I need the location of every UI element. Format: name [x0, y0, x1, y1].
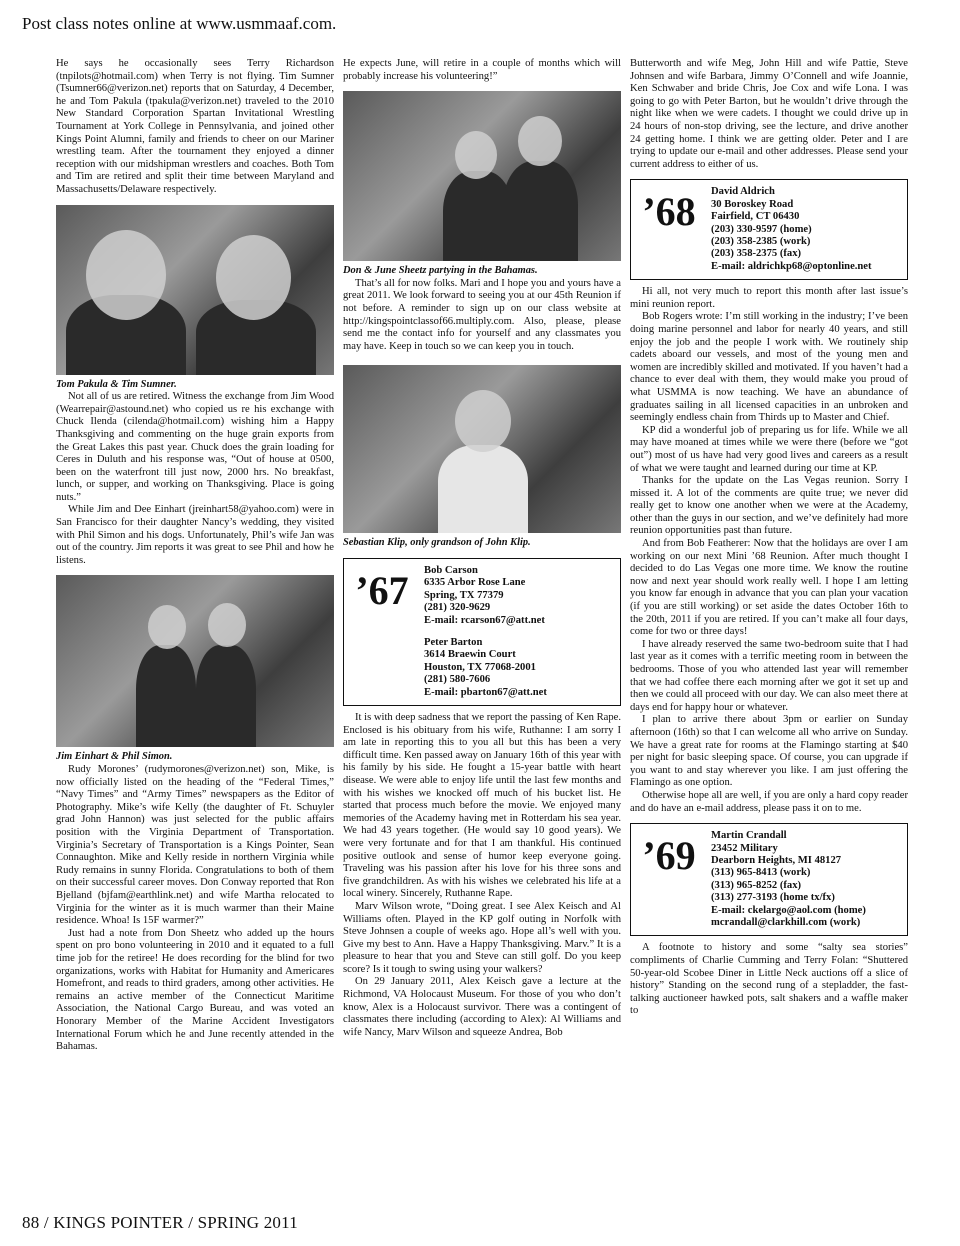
paragraph: Just had a note from Don Sheetz who added up the hours spent on pro bono volunteering in 2010 and it equated to a full time job for the retiree! He does recording for the blind for two organizations, works with Habitat for Humanity and Americares Homefront, and reads to third graders, among other activities. He remains an active member of the Connecticut Maritime Association, the National Cargo Bureau, and was voted an Honorary Member of the Marine Accident Investigators International Forum which he and June recently attended in the Bahamas.: [56, 927, 334, 1053]
paragraph: Bob Rogers wrote: I’m still working in the industry; I’ve been doing marine personnel and labor for nearly 40 years, and still enjoy the job and the people I work with. We routinely ship cadets aboard our vessels, and most of the young men and women are incredibly skilled and motivated. If you haven’t had a chance to ever deal with them, they would make you proud of what USMMA is now teaching. We have an abundance of graduates sailing in all licensed capacities in an unbroken and seemingly endless chain from Thirds up to Master and Chief.: [630, 311, 908, 424]
contact-line: E-mail: ckelargo@aol.com (home): [711, 904, 866, 916]
class-year: ’68: [642, 189, 696, 235]
contact-line: E-mail: pbarton67@att.net: [424, 686, 547, 698]
photo-caption: Don & June Sheetz partying in the Bahamas.: [343, 265, 538, 277]
contact-line: (313) 965-8252 (fax): [711, 879, 802, 891]
contact-line: David Aldrich: [711, 186, 775, 198]
contact-line: (203) 358-2375 (fax): [711, 248, 802, 260]
photo-sheetz: [343, 91, 621, 261]
contact-line: (313) 965-8413 (work): [711, 867, 811, 879]
paragraph: Rudy Morones’ (rudymorones@verizon.net) son, Mike, is now officially listed on the heading of the “Federal Times,” “Navy Times” and “Army Times” newspapers as the Editor of Photography. Mike’s wife Kelly (the daughter of Ft. Schuyler grad John Hannon) was just selected for the public affairs position with the Virginia Department of Transportation. Virginia’s Secretary of Transportation is a Kings Pointer, Sean Connaughton. Mike and Kelly reside in northern Virginia while Rudy remains in sunny Florida. Congratulations to both of them on their successful career moves. Don Conway reported that Ron Bjelland (bjfam@earthlink.net) and wife Martha relocated to Virginia for the winter as it is much warmer than their Maine residence. Whoa! Is 15F warmer?”: [56, 764, 334, 927]
contact-line: Dearborn Heights, MI 48127: [711, 854, 842, 866]
page-header: Post class notes online at www.usmmaaf.com.: [22, 14, 337, 33]
contact-line: (203) 358-2385 (work): [711, 235, 811, 247]
photo-caption: Tom Pakula & Tim Sumner.: [56, 378, 177, 390]
contact-line: E-mail: aldrichkp68@optonline.net: [711, 260, 872, 272]
contact-line: Spring, TX 77379: [424, 589, 504, 601]
contact-line: 23452 Military: [711, 842, 778, 854]
class-69-contact-box: [630, 823, 908, 936]
contact-line: Peter Barton: [424, 636, 483, 648]
paragraph: Thanks for the update on the Las Vegas reunion. Sorry I missed it. A lot of the comments are quite true; we never did really get to know one another when we were at the Academy, other than the guys in our section, and we’ve definitely had more reunion opportunities past than future.: [630, 475, 908, 537]
photo-sebastian-klip: [343, 365, 621, 533]
paragraph: While Jim and Dee Einhart (jreinhart58@yahoo.com) were in San Francisco for their daughter Nancy’s wedding, they visited with Phil Simon and his dogs. Unfortunately, Phil’s wife Jan was out of the country. Jim reports it was great to see Phil and how he listens.: [56, 504, 334, 566]
paragraph: That’s all for now folks. Mari and I hope you and yours have a great 2011. We look forward to seeing you at our 45th Reunion if not before. A reminder to sign up on our class website at http://kingspointclassof66.multiply.com. Also, please, please send me the contact info for yourself and any classmates you may have. Keep in touch so we can keep you in touch.: [343, 277, 621, 352]
contact-line: E-mail: rcarson67@att.net: [424, 614, 545, 626]
contact-line: (281) 580-7606: [424, 674, 491, 686]
contact-line: Bob Carson: [424, 564, 478, 576]
contact-info: [711, 830, 866, 929]
paragraph: He expects June, will retire in a couple of months which will probably increase his volunteering!”: [343, 58, 621, 82]
paragraph: On 29 January 2011, Alex Keisch gave a lecture at the Richmond, VA Holocaust Museum. For those of you who don’t know, Alex is a Holocaust survivor. There was a contingent of classmates there including (according to Alex): Al Williams and wife Nancy, Marv Wilson and squeeze Andrea, Bob: [343, 976, 621, 1038]
contact-line: Houston, TX 77068-2001: [424, 661, 536, 673]
class-year: ’69: [642, 833, 696, 879]
paragraph: He says he occasionally sees Terry Richardson (tnpilots@hotmail.com) when Terry is not flying. Tim Sumner (Tsumner66@verizon.net) reports that on Saturday, 4 December, he and Tom Pakula (tpakula@verizon.net) traveled to the 2010 New Standard Corporation Spartan Invitational Wrestling Tournament at York College in Pennsylvania, and joined other Kings Point Alumni, family and friends to cheer on our Mariner wrestling team. After the tournament they enjoyed a dinner reception with our midshipman wrestlers and coaches. Both Tom and Tim are retired and split their time between Maryland and Massachusetts/Delaware respectively.: [56, 58, 334, 195]
paragraph: And from Bob Featherer: Now that the holidays are over I am working on our next Mini ’68 Reunion. After much thought I decided to do Las Vegas one more time. We know the routine now and next year should work really well. I hope I am letting you know far enough in advance that you can plan your vacation (if you are still working) or set aside the dates October 16th to the 20th, 2011 if you are retired. If you can’t make all four days, come for two or three days!: [630, 538, 908, 638]
photo-pakula-sumner: [56, 205, 334, 375]
paragraph: A footnote to history and some “salty sea stories” compliments of Charlie Cumming and Terry Folan: “Shuttered 50-year-old Scobee Diner in Little Neck auctions off a slice of history” Standing on the second rung of a stepladder, the fast-talking auctioneer hawked pots, salt shakers and a waffle maker to: [630, 942, 908, 1017]
contact-line: 3614 Braewin Court: [424, 649, 516, 661]
paragraph: KP did a wonderful job of preparing us for life. While we all may have moaned at times while we were there (before we “got out”) most of us have had very good lives and careers as a result of what we were taught and learned during our time at KP.: [630, 424, 908, 474]
class-68-contact-box: [630, 179, 908, 280]
paragraph: Butterworth and wife Meg, John Hill and wife Pattie, Steve Johnsen and wife Barbara, Jimmy O’Connell and wife Joannie, Ken Schwaber and bride Chris, Joe Cox and wife Lona. I was going to go with Peter Barton, but he wouldn’t drive through the night like when we were cadets. I thought we could drive up in 24 hours of non-stop driving, see the lecture, and drive another 24 getting home. I think we are getting older. Peter and I are trying to update our e-mail and other addresses. Please send your current address to either of us.: [630, 58, 908, 170]
photo-caption: Jim Einhart & Phil Simon.: [56, 751, 173, 763]
page-footer: 88 / KINGS POINTER / SPRING 2011: [22, 1213, 298, 1232]
contact-line: Martin Crandall: [711, 830, 787, 842]
column-2: [343, 58, 621, 1039]
contact-line: mcrandall@clarkhill.com (work): [711, 916, 861, 928]
photo-einhart-simon: [56, 575, 334, 747]
contact-info: [424, 565, 547, 699]
class-67-contact-box: [343, 558, 621, 706]
column-1: [56, 58, 334, 1054]
paragraph: Marv Wilson wrote, “Doing great. I see Alex Keisch and Al Williams often. Played in the KP golf outing in Norfolk with Steve Johnsen a couple of weeks ago. Hope all’s well with you. Give my best to Ann. Have a Happy Thanksgiving. Marv.” It is a pleasure to hear that you and Steve can still golf. Do you keep score? Is it tough to swing using your walkers?: [343, 900, 621, 975]
contact-line: (313) 277-3193 (home tx/fx): [711, 892, 835, 904]
contact-line: 6335 Arbor Rose Lane: [424, 577, 526, 589]
photo-caption: Sebastian Klip, only grandson of John Klip.: [343, 537, 531, 549]
contact-line: Fairfield, CT 06430: [711, 211, 800, 223]
column-3: [630, 58, 908, 1018]
contact-info: [711, 186, 872, 273]
paragraph: Otherwise hope all are well, if you are only a hard copy reader and do have an e-mail address, please pass it on to me.: [630, 789, 908, 814]
paragraph: It is with deep sadness that we report the passing of Ken Rape. Enclosed is his obituary from his wife, Ruthanne: I am sorry I am late in reporting this to you all but this has been a very difficult time. Ken passed away on January 16th of this year with his family by his side. He fought a 15-year battle with heart disease. We were able to enjoy life until the last few months and with his wishes we knocked off much of his bucket list. He started that process much before the movie. We enjoyed many memories of the Academy having met in Rotterdam his sea year. We had 43 years together. (He would say 10 good years). We were very fortunate and for that I am thankful. His continued positive outlook and sense of humor keep everyone going. Traveling was his passion after his love for his three sons and five grandchildren. As with his wishes we celebrated his life at a local winery. Sincerely, Ruthanne Rape.: [343, 712, 621, 900]
paragraph: Hi all, not very much to report this month after last issue’s mini reunion report.: [630, 286, 908, 310]
class-year: ’67: [355, 567, 409, 613]
paragraph: I have already reserved the same two-bedroom suite that I had last year as it comes with a terrific meeting room in between the bedrooms. Those of you who attended last year will remember that we had coffee there each morning after we got it set up and then we could all proceed with our day. We can also meet there at days end for happy hour or whatever.: [630, 638, 908, 713]
contact-line: (203) 330-9597 (home): [711, 223, 812, 235]
paragraph: I plan to arrive there about 3pm or earlier on Sunday afternoon (16th) so that I can welcome all who arrive on Sunday. We have a great rate for rooms at the Flamingo starting at $40 per night for basic sleeping space. Of course, you can upgrade if you want to and stay wherever you like. I am just offering the Flamingo as one option.: [630, 714, 908, 789]
contact-line: 30 Boroskey Road: [711, 198, 794, 210]
paragraph: Not all of us are retired. Witness the exchange from Jim Wood (Wearrepair@astound.net) who copied us re his exchange with Chuck Ilenda (cilenda@hotmail.com) wishing him a Happy Thanksgiving and commenting on the huge grain exports from the Great Lakes this past year. Chuck does the grain loading for Ceres in Duluth and his response was, “Out of house at 0500, been on the waterfront till just now, 2000 hrs. No breakfast, lunch, or supper, and working on Thanksgiving. Place is going nuts.”: [56, 391, 334, 503]
contact-line: (281) 320-9629: [424, 602, 491, 614]
